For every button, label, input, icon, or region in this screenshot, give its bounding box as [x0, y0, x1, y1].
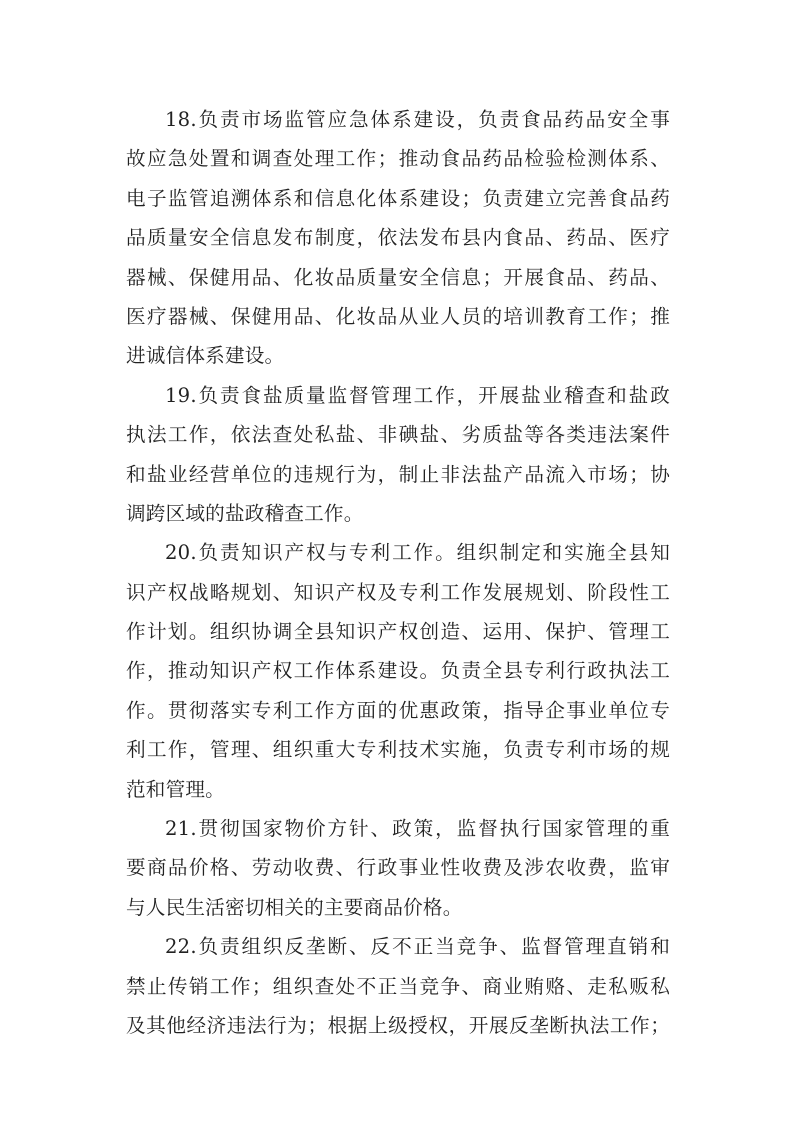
document-body: [126, 100, 670, 1045]
text-line: 22.负责组织反垄断、反不正当竞争、监督管理直销和: [165, 935, 670, 959]
paragraph-item-18: [126, 100, 670, 376]
text-line: 作。贯彻落实专利工作方面的优惠政策，指导企事业单位专: [126, 698, 670, 722]
text-line: 调跨区域的盐政稽查工作。: [126, 501, 364, 525]
paragraph-item-22: [126, 927, 670, 1045]
text-line: 及其他经济违法行为；根据上级授权，开展反垄断执法工作；: [126, 1013, 670, 1037]
text-line: 电子监管追溯体系和信息化体系建设；负责建立完善食品药: [126, 186, 670, 210]
paragraph-item-20: [126, 533, 670, 809]
text-line: 品质量安全信息发布制度，依法发布县内食品、药品、医疗: [126, 226, 670, 250]
text-line: 器械、保健用品、化妆品质量安全信息；开展食品、药品、: [126, 265, 670, 289]
text-line: 利工作，管理、组织重大专利技术实施，负责专利市场的规: [126, 738, 670, 762]
paragraph-item-19: [126, 376, 670, 534]
text-line: 20.负责知识产权与专利工作。组织制定和实施全县知: [165, 541, 670, 565]
text-line: 18.负责市场监管应急体系建设，负责食品药品安全事: [165, 108, 670, 131]
text-line: 要商品价格、劳动收费、行政事业性收费及涉农收费，监审: [126, 856, 670, 880]
text-line: 识产权战略规划、知识产权及专利工作发展规划、阶段性工: [126, 580, 670, 604]
text-line: 故应急处置和调查处理工作；推动食品药品检验检测体系、: [126, 147, 670, 171]
text-line: 21.贯彻国家物价方针、政策，监督执行国家管理的重: [165, 817, 670, 841]
text-line: 执法工作，依法查处私盐、非碘盐、劣质盐等各类违法案件: [126, 423, 670, 447]
paragraph-item-21: [126, 809, 670, 927]
text-line: 和盐业经营单位的违规行为，制止非法盐产品流入市场；协: [126, 462, 670, 486]
text-line: 范和管理。: [126, 777, 225, 801]
text-line: 医疗器械、保健用品、化妆品从业人员的培训教育工作；推: [126, 304, 670, 328]
text-line: 进诚信体系建设。: [126, 344, 285, 368]
text-line: 与人民生活密切相关的主要商品价格。: [126, 895, 463, 919]
text-line: 作计划。组织协调全县知识产权创造、运用、保护、管理工: [126, 620, 670, 644]
text-line: 禁止传销工作；组织查处不正当竞争、商业贿赂、走私贩私: [126, 974, 670, 998]
text-line: 19.负责食盐质量监督管理工作，开展盐业稽查和盐政: [165, 383, 670, 407]
text-line: 作，推动知识产权工作体系建设。负责全县专利行政执法工: [126, 659, 670, 683]
